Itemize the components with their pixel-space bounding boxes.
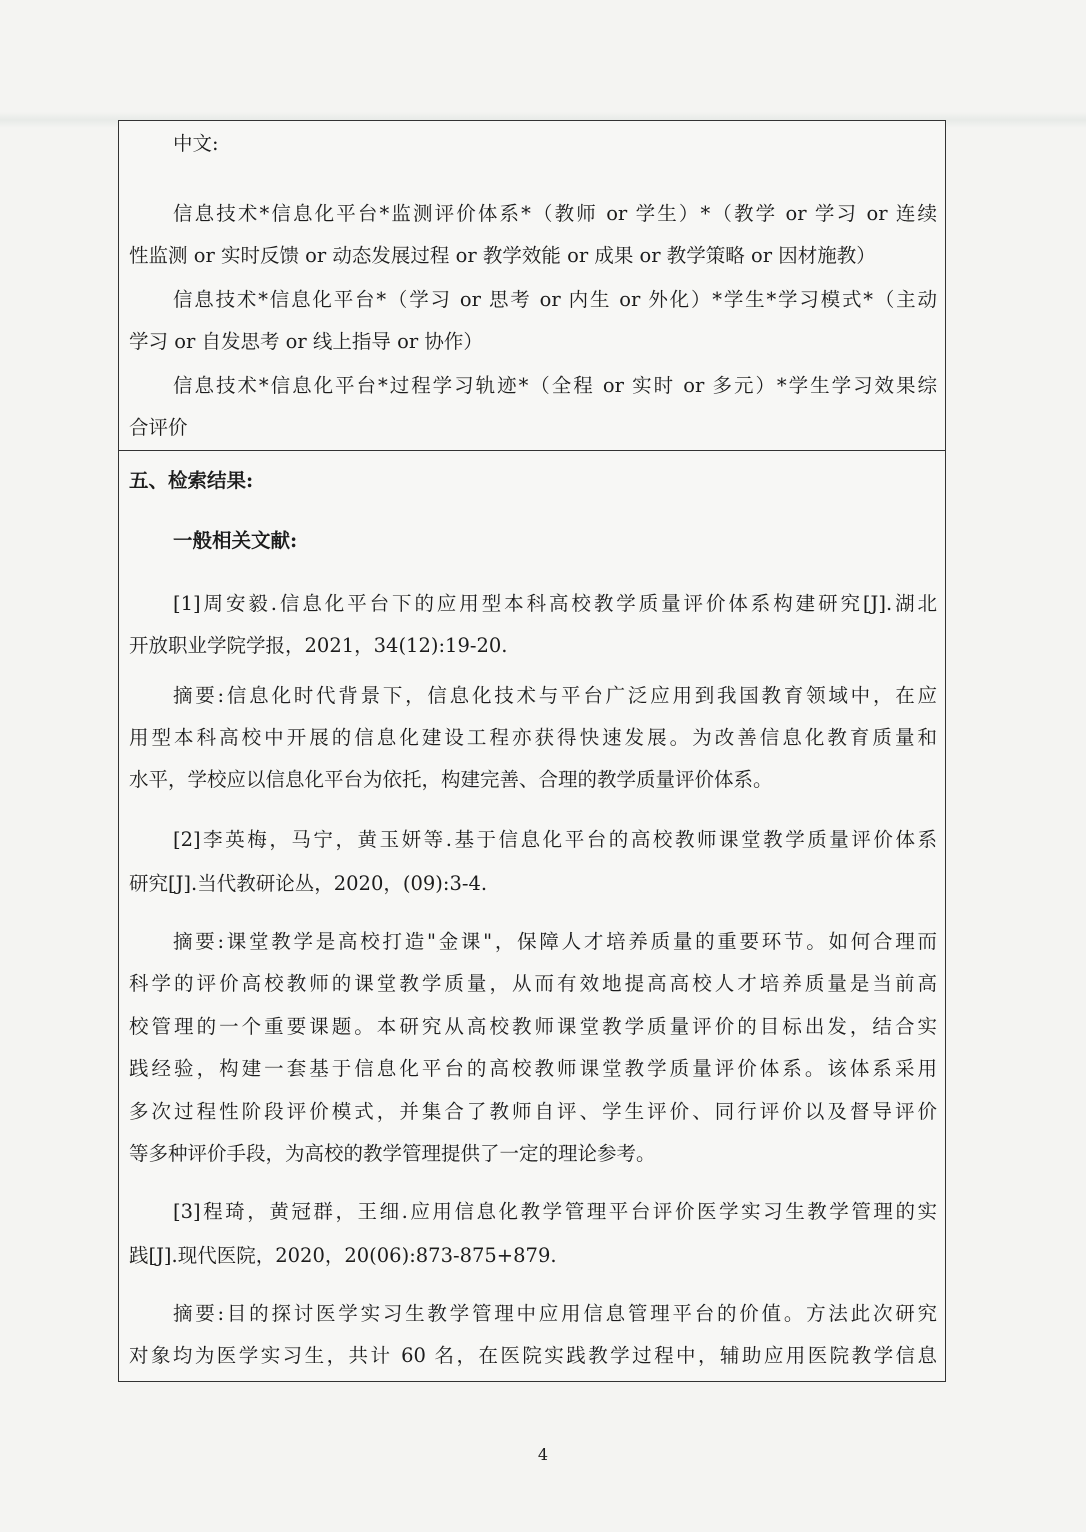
ref-2-abstract-line: 等多种评价手段，为高校的教学管理提供了一定的理论参考。 — [129, 1142, 656, 1165]
ref-2-citation-line-1: [2]李英梅，马宁，黄玉妍等.基于信息化平台的高校教师课堂教学质量评价体系 — [173, 828, 937, 851]
ref-2-abstract-line: 践经验，构建一套基于信息化平台的高校教师课堂教学质量评价体系。该体系采用 — [129, 1057, 937, 1080]
query-2-line-2: 学习 or 自发思考 or 线上指导 or 协作） — [129, 330, 483, 353]
ref-3-abstract-line: 对象均为医学实习生，共计 60 名，在医院实践教学过程中，辅助应用医院教学信息 — [129, 1344, 937, 1367]
query-1-line-2: 性监测 or 实时反馈 or 动态发展过程 or 教学效能 or 成果 or 教学策略 or 因材施教） — [129, 244, 876, 267]
ref-3-citation-line-2: 践[J].现代医院，2020，20(06):873-875+879. — [129, 1244, 557, 1267]
results-subheading: 一般相关文献: — [173, 529, 298, 552]
ref-2-abstract-line: 校管理的一个重要课题。本研究从高校教师课堂教学质量评价的目标出发，结合实 — [129, 1015, 937, 1038]
ref-1-abstract-line: 用型本科高校中开展的信息化建设工程亦获得快速发展。为改善信息化教育质量和 — [129, 726, 937, 749]
ref-3-abstract-line: 摘要:目的探讨医学实习生教学管理中应用信息管理平台的价值。方法此次研究 — [173, 1302, 937, 1325]
ref-3-citation-line-1: [3]程琦，黄冠群，王细.应用信息化教学管理平台评价医学实习生教学管理的实 — [173, 1200, 937, 1223]
ref-2-citation-line-2: 研究[J].当代教研论丛，2020，(09):3-4. — [129, 872, 488, 895]
ref-1-abstract-line: 摘要:信息化时代背景下，信息化技术与平台广泛应用到我国教育领域中，在应 — [173, 684, 937, 707]
page-number: 4 — [537, 1445, 549, 1464]
results-heading: 五、检索结果: — [129, 469, 254, 492]
ref-2-abstract-line: 科学的评价高校教师的课堂教学质量，从而有效地提高高校人才培养质量是当前高 — [129, 972, 937, 995]
ref-1-abstract-line: 水平，学校应以信息化平台为依托，构建完善、合理的教学质量评价体系。 — [129, 768, 773, 791]
search-strategy-cell — [119, 121, 945, 451]
query-2-line-1: 信息技术*信息化平台*（学习 or 思考 or 内生 or 外化）*学生*学习模式*（主动 — [173, 288, 937, 311]
document-table — [118, 120, 946, 1382]
query-1-line-1: 信息技术*信息化平台*监测评价体系*（教师 or 学生）*（教学 or 学习 or 连续 — [173, 202, 937, 225]
search-results-cell — [119, 451, 945, 1381]
ref-1-citation-line-1: [1]周安毅.信息化平台下的应用型本科高校教学质量评价体系构建研究[J].湖北 — [173, 592, 937, 615]
ref-2-abstract-line: 摘要:课堂教学是高校打造"金课"，保障人才培养质量的重要环节。如何合理而 — [173, 930, 937, 953]
query-3-line-2: 合评价 — [129, 416, 188, 439]
query-3-line-1: 信息技术*信息化平台*过程学习轨迹*（全程 or 实时 or 多元）*学生学习效果综 — [173, 374, 937, 397]
chinese-label: 中文: — [173, 132, 219, 155]
ref-1-citation-line-2: 开放职业学院学报，2021，34(12):19-20. — [129, 634, 508, 657]
ref-2-abstract-line: 多次过程性阶段评价模式，并集合了教师自评、学生评价、同行评价以及督导评价 — [129, 1100, 937, 1123]
